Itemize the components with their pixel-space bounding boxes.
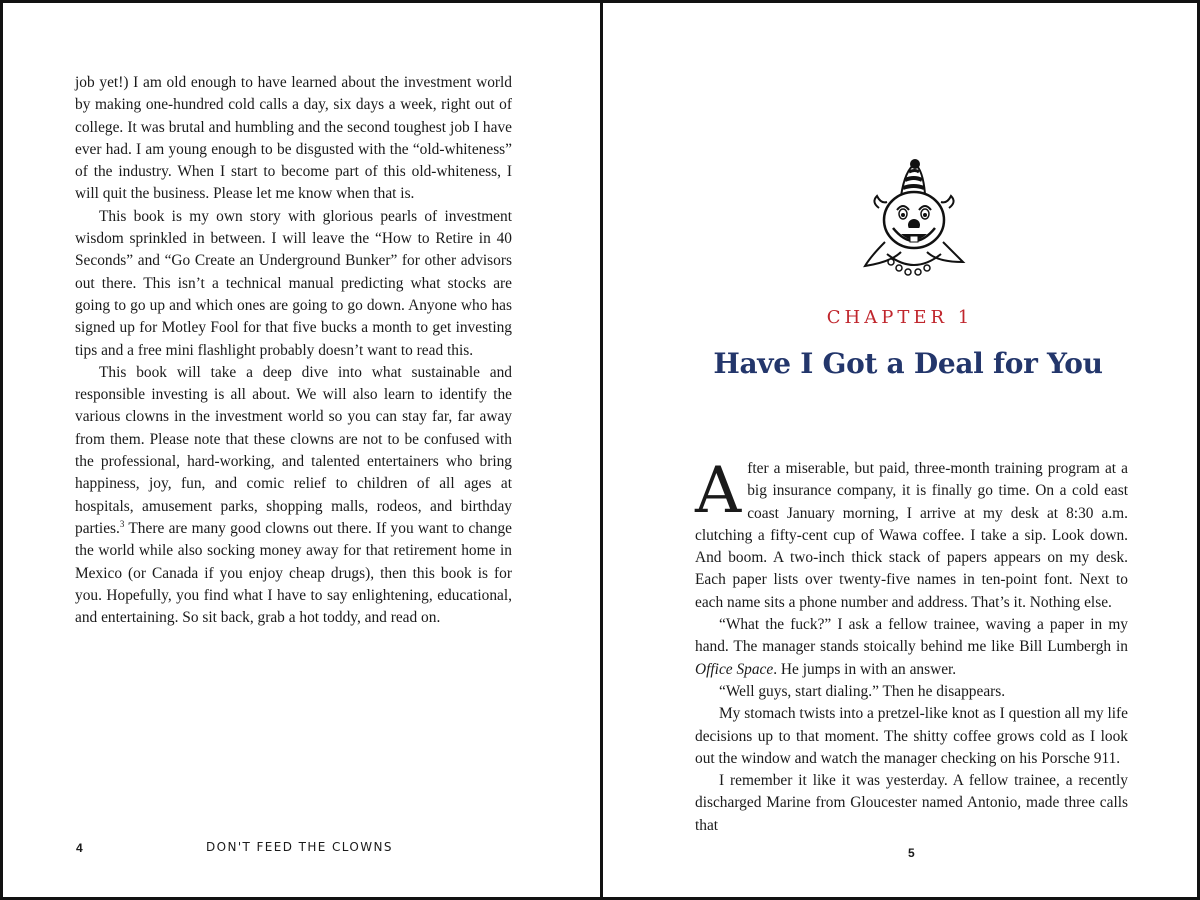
clown-head-icon [861,158,967,280]
paragraph: This book is my own story with glorious pearls of investment wisdom sprinkled in between. I will leave the “How to Retire in 40 Seconds” and “Go Create an Underground Bunker” for other advisors out there. This isn’t a technical manual predicting what stocks are going to go up and which ones are going to go down. Anyone who has signed up for Motley Fool for that five bucks a month to get investing tips and a free mini flashlight probably doesn’t want to read this. [75,207,512,359]
paragraph-text: fter a miserable, but paid, three-month training program at a big insurance company, it is finally go time. On a cold east coast January morning, I arrive at my desk at 8:30 a.m. clutching a fifty-cent cup of Wawa coffee. I take a sip. Look down. And boom. A two-inch thick stack of papers appears on my desk. Each paper lists over twenty-five names in ten-point font. Next to each name sits a phone number and address. That’s it. Nothing else. [695,460,1128,611]
paragraph: My stomach twists into a pretzel-like knot as I question all my life decisions up to that moment. The shitty coffee grows cold as I look out the window and watch the manager checking on his Porsche 911. [695,705,1128,767]
right-body-text [695,454,1128,837]
paragraph-text: This book will take a deep dive into what sustainable and responsible investing is all about. We will also learn to identify the various clowns in the investment world so you can stay far, far away from them. Please note that these clowns are not to be confused with the professional, hard-working, and talented entertainers who bring happiness, joy, fun, and comic relief to children of all ages at hospitals, amusement parks, shopping malls, rodeos, and birthday parties. [75,363,512,537]
page-number: 5 [908,846,915,860]
left-page [3,3,600,897]
paragraph: job yet!) I am old enough to have learned about the investment world by making one-hundred cold calls a day, six days a week, right out of college. It was brutal and humbling and the second toughest job I have ever had. I am young enough to be disgusted with the “old-whiteness” of the industry. When I start to become part of this old-whiteness, I will quit the business. Please let me know when that is. [75,74,512,203]
chapter-label: CHAPTER 1 [826,307,974,328]
page-number: 4 [76,841,83,855]
paragraph: “Well guys, start dialing.” Then he disappears. [719,682,1006,700]
chapter-title: Have I Got a Deal for You [713,347,1103,380]
paragraph: I remember it like it was yesterday. A fellow trainee, a recently discharged Marine from Gloucester named Antonio, made three calls that [695,772,1128,834]
drop-cap: A [695,454,742,528]
running-head: DON'T FEED THE CLOWNS [206,840,393,854]
paragraph-text: . He jumps in with an answer. [773,660,957,678]
footnote-marker: 3 [119,518,125,529]
paragraph-text: “What the fuck?” I ask a fellow trainee, waving a paper in my hand. The manager stands stoically behind me like Bill Lumbergh in [695,616,1128,656]
right-page [603,3,1197,897]
paragraph [695,614,1128,681]
italic-title: Office Space [695,660,774,678]
paragraph [75,362,512,630]
paragraph-text: There are many good clowns out there. If you want to change the world while also socking money away for that retirement home in Mexico (or Canada if you enjoy cheap drugs), then this book is for you. Hopefully, you find what I have to say enlightening, educational, and entertaining. So sit back, grab a hot toddy, and read on. [75,519,512,627]
left-body-text [75,72,512,629]
paragraph [695,454,1128,614]
